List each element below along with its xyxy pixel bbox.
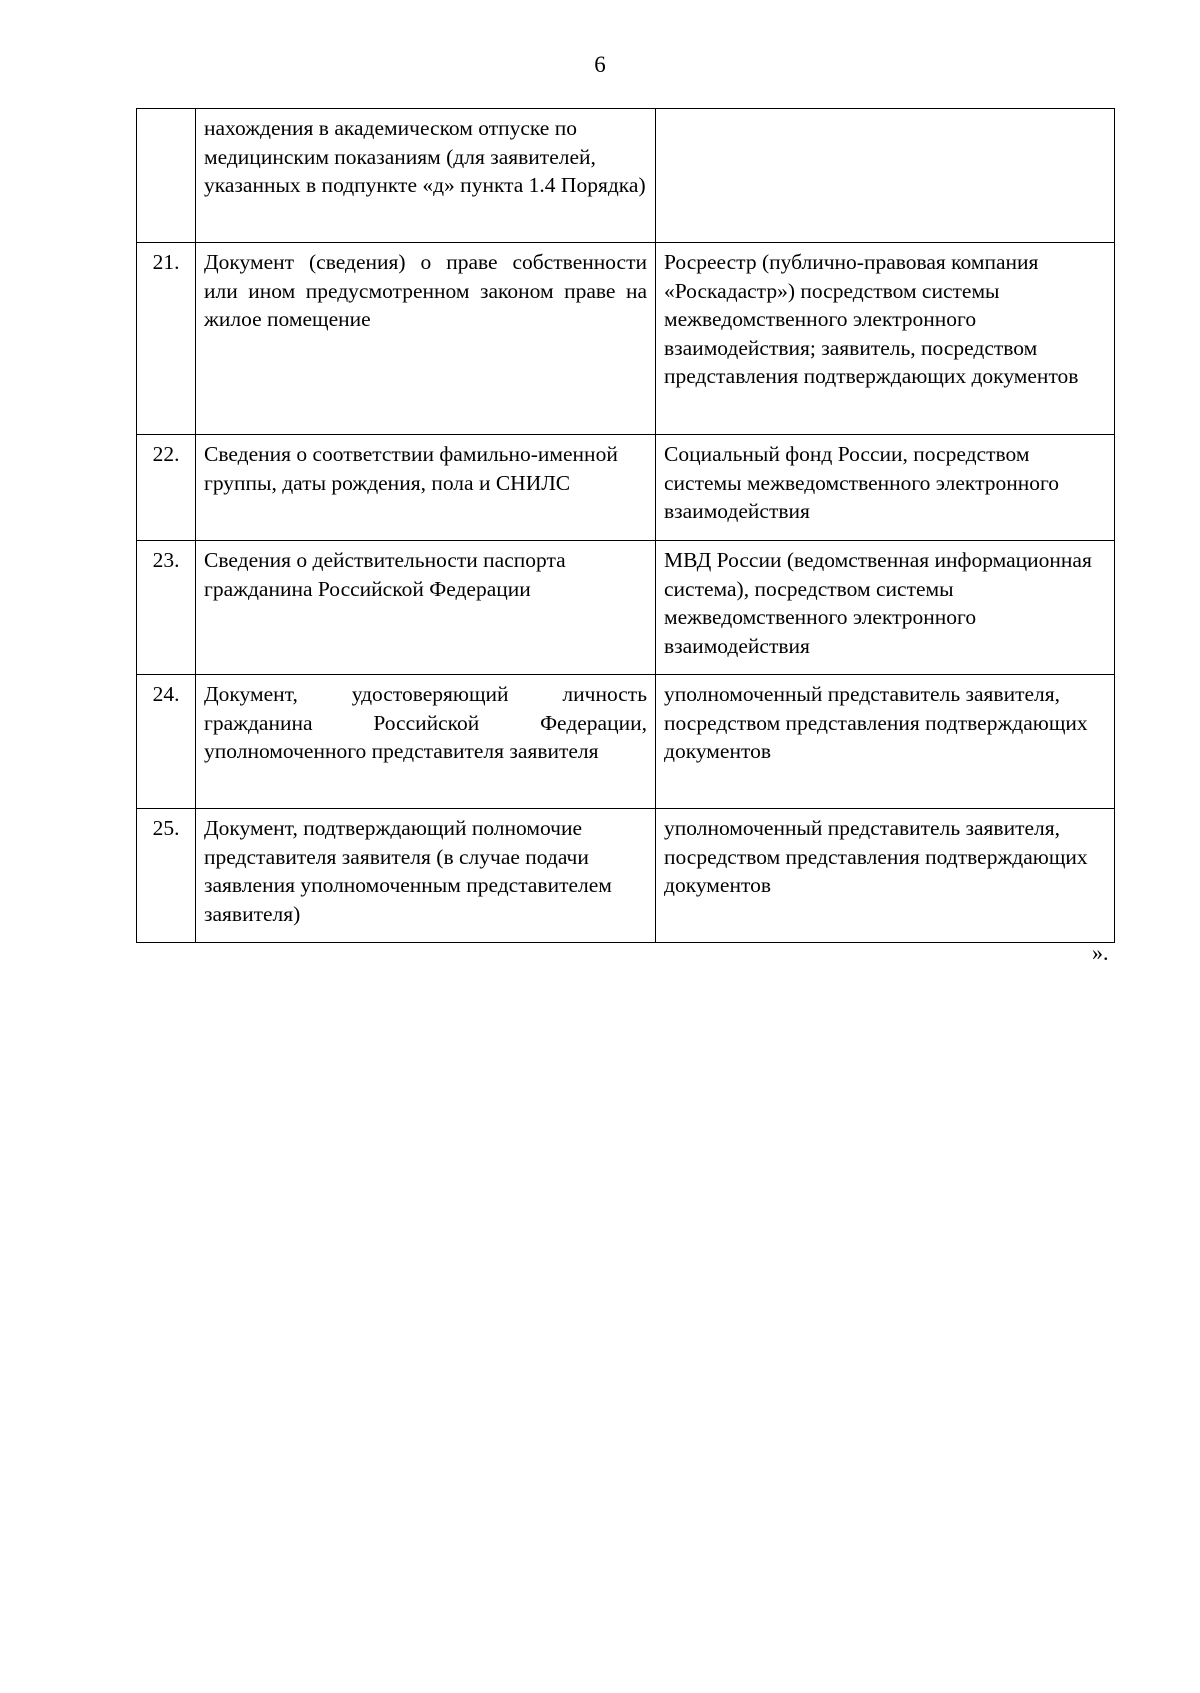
document-cell: Сведения о соответствии фамильно-именной группы, даты рождения, пола и СНИЛС — [196, 435, 656, 541]
source-cell: Социальный фонд России, посредством системы межведомственного электронного взаимодействия — [656, 435, 1115, 541]
source-cell — [656, 109, 1115, 243]
row-number-cell: 22. — [137, 435, 196, 541]
page-number: 6 — [594, 52, 606, 77]
row-number-cell: 21. — [137, 243, 196, 435]
table-row — [137, 809, 1115, 943]
document-cell: Сведения о действительности паспорта гражданина Российской Федерации — [196, 541, 656, 675]
closing-quote-mark: ». — [1092, 940, 1109, 965]
source-cell: уполномоченный представитель заявителя, посредством представления подтверждающих документов — [656, 675, 1115, 809]
source-cell: уполномоченный представитель заявителя, посредством представления подтверждающих документов — [656, 809, 1115, 943]
table-row — [137, 109, 1115, 243]
row-number-cell: 24. — [137, 675, 196, 809]
source-cell: Росреестр (публично-правовая компания «Роскадастр») посредством системы межведомственного электронного взаимодействия; заявитель, посредством представления подтверждающих документов — [656, 243, 1115, 435]
document-cell: Документ, подтверждающий полномочие представителя заявителя (в случае подачи заявления уполномоченным представителем заявителя) — [196, 809, 656, 943]
documents-table — [136, 108, 1115, 943]
row-number-cell: 25. — [137, 809, 196, 943]
document-cell: Документ (сведения) о праве собственности или ином предусмотренном законом праве на жилое помещение — [196, 243, 656, 435]
table-row — [137, 435, 1115, 541]
table-row — [137, 243, 1115, 435]
document-cell: нахождения в академическом отпуске по медицинским показаниям (для заявителей, указанных в подпункте «д» пункта 1.4 Порядка) — [196, 109, 656, 243]
table-row — [137, 541, 1115, 675]
source-cell: МВД России (ведомственная информационная система), посредством системы межведомственного электронного взаимодействия — [656, 541, 1115, 675]
table-row — [137, 675, 1115, 809]
row-number-cell — [137, 109, 196, 243]
document-cell: Документ, удостоверяющий личность гражданина Российской Федерации, уполномоченного представителя заявителя — [196, 675, 656, 809]
row-number-cell: 23. — [137, 541, 196, 675]
